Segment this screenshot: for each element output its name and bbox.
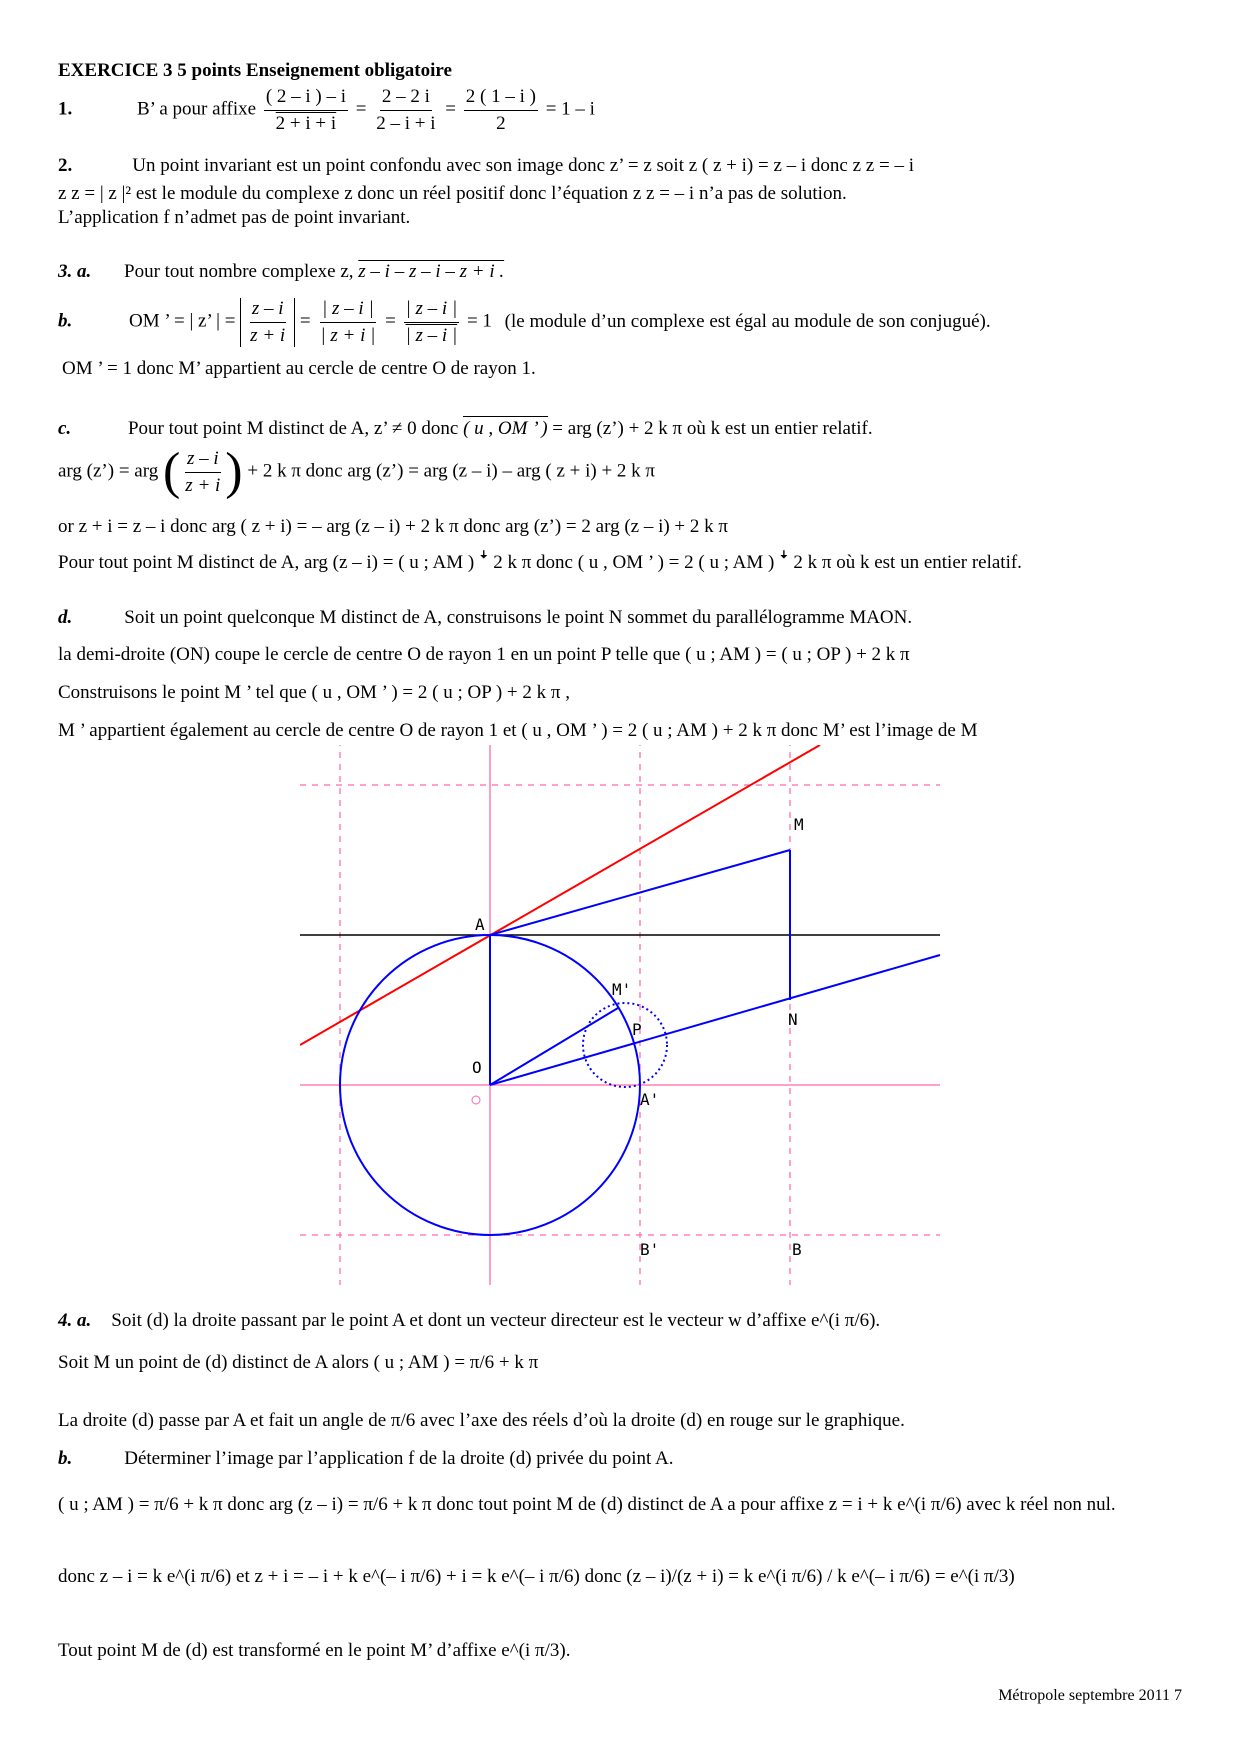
q3b-eq2: = <box>385 310 396 332</box>
q3c-angle-expr: ( u , OM ’ ) <box>463 414 547 441</box>
q1-eq1: = <box>355 98 367 120</box>
q2-line-3: L’application f n’admet pas de point invariant. <box>58 207 411 228</box>
q3b-abs <box>240 298 295 347</box>
q2-line-1 <box>58 155 914 178</box>
q3d-line-2: la demi-droite (ON) coupe le cercle de centre O de rayon 1 en un point P telle que ( u ; AM ) = ( u ; OP ) + 2 k π <box>58 644 910 665</box>
q3b-f1-num: z – i <box>250 298 286 323</box>
q3c-fraction <box>183 448 222 497</box>
q3b-lhs: OM ’ = | z’ | = <box>129 310 236 332</box>
label-B: B <box>792 1240 802 1259</box>
q3d-line-1 <box>58 607 912 630</box>
q1-text: B’ a pour affixe <box>137 98 257 120</box>
q3c-frac-num: z – i <box>185 448 221 473</box>
q3a-text: Pour tout nombre complexe z, <box>124 261 354 282</box>
q3c-line-4: Pour tout point M distinct de A, arg (z – i) = ( u ; AM ) ꜜ 2 k π donc ( u , OM ’ ) = 2 ( u ; AM ) ꜜ 2 k π où k est un entier relatif. <box>58 552 1022 573</box>
q1-fraction-2 <box>374 86 437 135</box>
q3b-fraction-1 <box>248 298 287 347</box>
q3c-line-2 <box>58 443 656 500</box>
segment-OMprime <box>490 1008 618 1085</box>
pink-axes <box>300 745 940 1285</box>
ray-ON <box>490 955 940 1085</box>
q4b-text-1: Déterminer l’image par l’application f de la droite (d) privée du point A. <box>124 1448 674 1469</box>
label-Bprime: B' <box>640 1240 660 1259</box>
q4a-number: 4. a. <box>58 1310 92 1331</box>
construction-figure <box>300 745 950 1305</box>
q3b-f1-den: z + i <box>250 324 286 346</box>
pink-grid <box>300 745 940 1285</box>
q4a-line-1 <box>58 1310 880 1333</box>
q3a-formula: z – i – z – i – z + i . <box>358 261 505 282</box>
q3c-text-2b: + 2 k π donc arg (z’) = arg (z – i) – arg ( z + i) + 2 k π <box>247 460 656 482</box>
q1-eq2: = <box>445 98 456 120</box>
q4a-line-3: La droite (d) passe par A et fait un angle de π/6 avec l’axe des réels d’où la droite (d) en rouge sur le graphique. <box>58 1410 905 1431</box>
label-Mprime: M' <box>612 980 632 999</box>
q4b-line-1 <box>58 1448 673 1471</box>
label-Aprime: A' <box>640 1090 660 1109</box>
q3b-f2-num: | z – i | <box>320 298 376 323</box>
q4b-line-4: Tout point M de (d) est transformé en le point M’ d’affixe e^(i π/3). <box>58 1640 571 1661</box>
label-P: P <box>632 1020 642 1039</box>
q4a-line-2: Soit M un point de (d) distinct de A alors ( u ; AM ) = π/6 + k π <box>58 1352 539 1373</box>
q3c-line-3: or z + i = z – i donc arg ( z + i) = – arg (z – i) + 2 k π donc arg (z’) = 2 arg (z – i) + 2 k π <box>58 516 728 537</box>
q1-f2-num: 2 – 2 i <box>380 86 432 111</box>
q3c-frac-den: z + i <box>185 474 221 496</box>
q1-fraction-1 <box>264 86 348 135</box>
q3a-number: 3. a. <box>58 261 92 282</box>
q3b-eq: = <box>299 310 311 332</box>
line-d-red <box>300 745 820 1045</box>
q3d-text-1: Soit un point quelconque M distinct de A, construisons le point N sommet du parallélogramme MAON. <box>124 607 913 628</box>
q1-fraction-3 <box>464 86 538 135</box>
q3c-text-1a: Pour tout point M distinct de A, z’ ≠ 0 donc <box>127 418 459 439</box>
q2-number: 2. <box>58 155 73 176</box>
q3b-f3-num: | z – i | <box>404 298 460 323</box>
q3c-arg-lhs: arg (z’) = arg <box>58 460 159 482</box>
q1-f3-den: 2 <box>496 112 506 134</box>
q3b-note: (le module d’un complexe est égal au module de son conjugué). <box>504 310 991 332</box>
q3b-number: b. <box>58 310 73 332</box>
q1-f1-num: ( 2 – i ) – i <box>264 86 348 111</box>
q3b-fraction-2 <box>318 298 377 347</box>
q1-f2-den: 2 – i + i <box>376 112 436 134</box>
q1-f1-den: 2 + i + i <box>275 112 337 134</box>
q1-result: = 1 – i <box>545 98 595 120</box>
q1-f3-num: 2 ( 1 – i ) <box>464 86 538 111</box>
q3a-line <box>58 261 504 284</box>
q1-line <box>58 86 595 135</box>
q3c-line-1 <box>58 414 873 441</box>
q3d-line-3: Construisons le point M ’ tel que ( u , OM ’ ) = 2 ( u ; OP ) + 2 k π , <box>58 682 570 703</box>
q3b-result: = 1 <box>466 310 492 332</box>
label-A: A <box>475 915 485 934</box>
q3b-f3-den: | z – i | <box>405 324 458 346</box>
page-footer: Métropole septembre 2011 7 <box>998 1687 1182 1704</box>
q3b-f2-den: | z + i | <box>320 324 376 346</box>
q3c-paren-close: ) <box>225 443 243 500</box>
q2-line-2: z z = | z |² est le module du complexe z donc un réel positif donc l’équation z z = – i n’a pas de solution. <box>58 183 847 204</box>
label-O: O <box>472 1058 482 1077</box>
q4b-line-2: ( u ; AM ) = π/6 + k π donc arg (z – i) = π/6 + k π donc tout point M de (d) distinct de A a pour affixe z = i + k e^(i π/6) avec k réel non nul. <box>58 1494 1116 1515</box>
origin-marker <box>472 1096 480 1104</box>
q3d-line-4: M ’ appartient également au cercle de centre O de rayon 1 et ( u , OM ’ ) = 2 ( u ; AM ) + 2 k π donc M’ est l’image de M <box>58 720 978 741</box>
q3d-number: d. <box>58 607 73 628</box>
q4a-text-1: Soit (d) la droite passant par le point A et dont un vecteur directeur est le vecteur w d’affixe e^(i π/6). <box>111 1310 881 1331</box>
q2-text-1: Un point invariant est un point confondu avec son image donc z’ = z soit z ( z + i) = z – i donc z z = – i <box>132 155 914 176</box>
q1-number: 1. <box>58 98 73 120</box>
exercise-title: EXERCICE 3 5 points Enseignement obligatoire <box>58 60 452 81</box>
blue-construction <box>490 850 940 1085</box>
label-N: N <box>788 1010 798 1029</box>
q3c-text-1c: = arg (z’) + 2 k π où k est un entier relatif. <box>552 418 873 439</box>
q3b-fraction-3 <box>404 298 460 347</box>
q3c-paren-open: ( <box>162 443 181 500</box>
q3b-line <box>58 298 991 347</box>
q3c-number: c. <box>58 418 72 439</box>
label-M: M <box>794 815 804 834</box>
q4b-line-3: donc z – i = k e^(i π/6) et z + i = – i + k e^(– i π/6) + i = k e^(– i π/6) donc (z – i)/(z + i) = k e^(i π/6) / k e^(– i π/6) = e^(i π/3) <box>58 1566 1015 1587</box>
q3b-conclusion: OM ’ = 1 donc M’ appartient au cercle de centre O de rayon 1. <box>62 358 536 379</box>
q4b-number: b. <box>58 1448 73 1469</box>
